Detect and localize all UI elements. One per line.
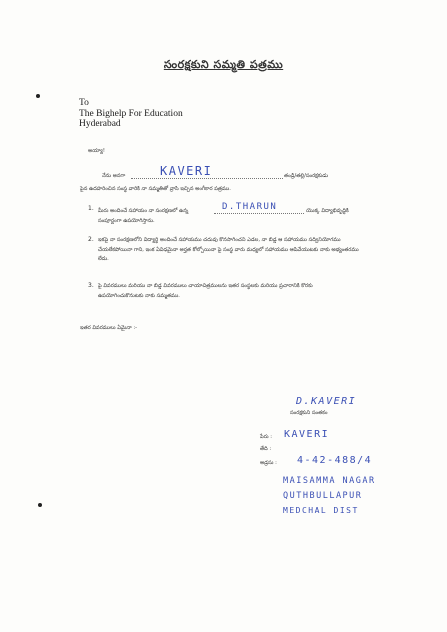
scan-speck-bottom [38,503,42,507]
student-name-handwritten: D.THARUN [222,202,278,212]
address-line-2: MAISAMMA NAGAR [283,476,376,486]
student-name-line [214,213,304,214]
other-details-label: ఇతర వివరములు ఏమైనా :- [80,325,138,331]
intro-line: పైన ఉదహరించిన సంస్థ వారికి నా సమ్మతితో వ్రాసి ఇచ్చిన అంగీకార పత్రము. [80,186,231,192]
item-1-line-2: సంపూర్ణంగా ఉపయోగిస్తాను. [98,218,155,224]
recipient-address [79,98,183,130]
address-label: అడ్రసు : [260,460,277,466]
page-title: సంరక్షకుని సమ్మతి పత్రము [163,58,284,71]
guardian-name-handwritten: KAVERI [160,164,213,178]
to-line: To [79,98,89,108]
relation-suffix: తండ్రి/తల్లి/సంరక్షకుడు [284,173,329,179]
guardian-name-line [131,178,283,179]
date-label: తేది : [260,446,272,452]
signature-caption: సంరక్షకుని సంతకం [290,410,328,416]
name-label: పేరు : [260,434,272,440]
name-prefix: నేను అనగా [102,173,126,179]
item-1-line-1-prefix: మీరు అందించే సహాయం నా సంరక్షణలో ఉన్న [98,208,189,214]
item-3-number: 3. [88,282,94,289]
item-1-line-1-suffix: యొక్క విద్యాభివృద్ధికి [306,208,349,214]
guardian-signature: D.KAVERI [296,396,357,407]
item-2-number: 2. [88,236,94,243]
scan-speck-top [36,94,40,98]
address-line-1: 4-42-488/4 [297,455,373,466]
item-2-text: ఇకపై నా సంరక్షణలోని విద్యార్థి అందించే సహాయము చదువు కొనసాగించని ఎడల, నా బిడ్డ ఆ సహాయము సద్వినియోగము చేయలేకపోయినా గాని, ఇంక ఏవిధమైనా అర్హత కోల్పోయినా పై సంస్థ వారు మధ్యలో సహాయము ఆపివేయుటకు నాకు అభ్యంతరము లేదు. [98,237,359,262]
item-3-text: పై వివరములు మరియు నా బిడ్డ వివరములు చాయాచిత్రములను ఇతర సంస్థలకు మరియు ప్రచారానికి కొరకు ఉపయోగించుకొనుటకు నాకు సమ్మతము. [98,283,313,299]
salutation: అయ్యా! [88,148,105,154]
address-line-3: QUTHBULLAPUR [283,491,363,501]
organization-line: The Bighelp For Education [79,108,183,119]
address-line-4: MEDCHAL DIST [283,506,359,515]
city-line: Hyderabad [79,119,121,129]
item-1-number: 1. [88,205,94,212]
name-value-handwritten: KAVERI [284,429,330,440]
